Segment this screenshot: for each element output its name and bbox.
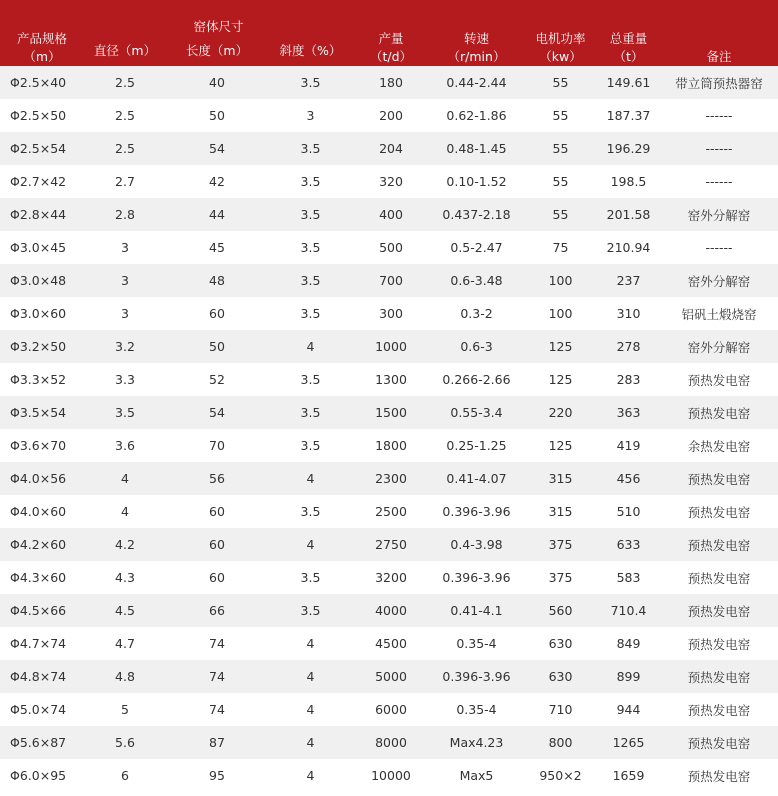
cell-speed: 0.3-2	[429, 297, 524, 330]
cell-remark: 预热发电窑	[660, 528, 778, 561]
header-length: 长度（m）	[166, 36, 268, 66]
table-row	[0, 165, 778, 198]
cell-slope: 3.5	[268, 132, 353, 165]
table-row	[0, 330, 778, 363]
table-row	[0, 297, 778, 330]
cell-capacity: 4000	[353, 594, 429, 627]
cell-weight: 849	[597, 627, 660, 660]
cell-slope: 3.5	[268, 297, 353, 330]
cell-remark: 带立筒预热器窑	[660, 66, 778, 99]
cell-capacity: 320	[353, 165, 429, 198]
cell-spec: Φ4.7×74	[0, 627, 84, 660]
cell-speed: 0.266-2.66	[429, 363, 524, 396]
cell-length: 74	[166, 627, 268, 660]
cell-spec: Φ3.0×48	[0, 264, 84, 297]
cell-spec: Φ4.8×74	[0, 660, 84, 693]
cell-slope: 3.5	[268, 264, 353, 297]
cell-power: 75	[524, 231, 597, 264]
header-power: 电机功率 （kw）	[524, 0, 597, 66]
cell-weight: 363	[597, 396, 660, 429]
cell-slope: 3.5	[268, 594, 353, 627]
cell-diameter: 2.5	[84, 132, 166, 165]
cell-weight: 633	[597, 528, 660, 561]
cell-diameter: 4	[84, 462, 166, 495]
cell-power: 125	[524, 363, 597, 396]
cell-power: 800	[524, 726, 597, 759]
cell-length: 60	[166, 297, 268, 330]
cell-spec: Φ3.6×70	[0, 429, 84, 462]
cell-capacity: 1500	[353, 396, 429, 429]
cell-speed: 0.62-1.86	[429, 99, 524, 132]
cell-capacity: 3200	[353, 561, 429, 594]
cell-length: 74	[166, 693, 268, 726]
table-row	[0, 528, 778, 561]
cell-diameter: 3.6	[84, 429, 166, 462]
cell-weight: 944	[597, 693, 660, 726]
cell-spec: Φ2.7×42	[0, 165, 84, 198]
header-remark: 备注	[660, 0, 778, 66]
cell-diameter: 4.5	[84, 594, 166, 627]
cell-weight: 210.94	[597, 231, 660, 264]
cell-weight: 278	[597, 330, 660, 363]
table-row	[0, 561, 778, 594]
cell-power: 560	[524, 594, 597, 627]
table-row	[0, 660, 778, 693]
cell-spec: Φ3.0×45	[0, 231, 84, 264]
cell-length: 95	[166, 759, 268, 792]
cell-weight: 456	[597, 462, 660, 495]
header-speed: 转速 （r/min）	[429, 0, 524, 66]
cell-weight: 1265	[597, 726, 660, 759]
cell-diameter: 3.2	[84, 330, 166, 363]
cell-speed: Max4.23	[429, 726, 524, 759]
cell-spec: Φ4.0×60	[0, 495, 84, 528]
cell-weight: 419	[597, 429, 660, 462]
cell-remark: ------	[660, 132, 778, 165]
cell-remark: ------	[660, 165, 778, 198]
cell-weight: 196.29	[597, 132, 660, 165]
cell-length: 44	[166, 198, 268, 231]
cell-power: 55	[524, 198, 597, 231]
cell-slope: 3.5	[268, 396, 353, 429]
cell-slope: 4	[268, 759, 353, 792]
cell-speed: 0.4-3.98	[429, 528, 524, 561]
cell-slope: 3	[268, 99, 353, 132]
cell-speed: 0.25-1.25	[429, 429, 524, 462]
cell-remark: 铝矾土煅烧窑	[660, 297, 778, 330]
cell-length: 50	[166, 330, 268, 363]
cell-length: 42	[166, 165, 268, 198]
table-row	[0, 198, 778, 231]
cell-diameter: 2.5	[84, 66, 166, 99]
cell-capacity: 4500	[353, 627, 429, 660]
cell-weight: 583	[597, 561, 660, 594]
cell-speed: 0.396-3.96	[429, 561, 524, 594]
cell-spec: Φ4.5×66	[0, 594, 84, 627]
cell-slope: 4	[268, 330, 353, 363]
cell-power: 220	[524, 396, 597, 429]
cell-remark: 窑外分解窑	[660, 264, 778, 297]
cell-length: 66	[166, 594, 268, 627]
cell-length: 50	[166, 99, 268, 132]
table-row	[0, 396, 778, 429]
header-diameter: 直径（m）	[84, 36, 166, 66]
cell-diameter: 5.6	[84, 726, 166, 759]
cell-capacity: 300	[353, 297, 429, 330]
header-capacity: 产量 （t/d）	[353, 0, 429, 66]
cell-slope: 3.5	[268, 429, 353, 462]
cell-speed: 0.35-4	[429, 693, 524, 726]
cell-capacity: 2500	[353, 495, 429, 528]
table-row	[0, 132, 778, 165]
cell-power: 375	[524, 561, 597, 594]
cell-spec: Φ4.3×60	[0, 561, 84, 594]
cell-weight: 710.4	[597, 594, 660, 627]
cell-spec: Φ2.5×54	[0, 132, 84, 165]
cell-speed: 0.5-2.47	[429, 231, 524, 264]
cell-capacity: 200	[353, 99, 429, 132]
cell-remark: 预热发电窑	[660, 726, 778, 759]
header-weight: 总重量 （t）	[597, 0, 660, 66]
cell-speed: 0.10-1.52	[429, 165, 524, 198]
cell-remark: 预热发电窑	[660, 693, 778, 726]
cell-diameter: 2.8	[84, 198, 166, 231]
cell-slope: 4	[268, 693, 353, 726]
cell-slope: 4	[268, 627, 353, 660]
table-header	[0, 0, 778, 66]
cell-spec: Φ4.2×60	[0, 528, 84, 561]
cell-diameter: 4.8	[84, 660, 166, 693]
cell-weight: 187.37	[597, 99, 660, 132]
cell-weight: 201.58	[597, 198, 660, 231]
cell-diameter: 2.5	[84, 99, 166, 132]
cell-speed: 0.41-4.1	[429, 594, 524, 627]
cell-slope: 3.5	[268, 165, 353, 198]
cell-remark: 预热发电窑	[660, 660, 778, 693]
cell-capacity: 2750	[353, 528, 429, 561]
cell-length: 60	[166, 495, 268, 528]
cell-length: 40	[166, 66, 268, 99]
cell-diameter: 3	[84, 297, 166, 330]
cell-power: 55	[524, 132, 597, 165]
cell-weight: 899	[597, 660, 660, 693]
cell-capacity: 2300	[353, 462, 429, 495]
cell-speed: 0.44-2.44	[429, 66, 524, 99]
cell-slope: 4	[268, 462, 353, 495]
cell-weight: 237	[597, 264, 660, 297]
cell-power: 125	[524, 330, 597, 363]
table-row	[0, 495, 778, 528]
cell-weight: 198.5	[597, 165, 660, 198]
cell-capacity: 500	[353, 231, 429, 264]
cell-spec: Φ2.8×44	[0, 198, 84, 231]
cell-speed: 0.396-3.96	[429, 660, 524, 693]
cell-length: 54	[166, 132, 268, 165]
cell-weight: 283	[597, 363, 660, 396]
cell-remark: 预热发电窑	[660, 396, 778, 429]
cell-capacity: 5000	[353, 660, 429, 693]
cell-remark: 预热发电窑	[660, 495, 778, 528]
cell-remark: 预热发电窑	[660, 594, 778, 627]
table-row	[0, 429, 778, 462]
cell-capacity: 6000	[353, 693, 429, 726]
cell-spec: Φ5.0×74	[0, 693, 84, 726]
cell-remark: 预热发电窑	[660, 462, 778, 495]
cell-diameter: 4.3	[84, 561, 166, 594]
cell-slope: 3.5	[268, 363, 353, 396]
cell-spec: Φ3.5×54	[0, 396, 84, 429]
cell-speed: 0.55-3.4	[429, 396, 524, 429]
cell-diameter: 4.7	[84, 627, 166, 660]
cell-power: 950×2	[524, 759, 597, 792]
cell-diameter: 5	[84, 693, 166, 726]
cell-length: 87	[166, 726, 268, 759]
cell-length: 74	[166, 660, 268, 693]
cell-spec: Φ3.2×50	[0, 330, 84, 363]
cell-slope: 4	[268, 528, 353, 561]
cell-spec: Φ3.0×60	[0, 297, 84, 330]
header-spec: 产品规格 （m）	[0, 0, 84, 66]
cell-speed: 0.41-4.07	[429, 462, 524, 495]
cell-power: 630	[524, 660, 597, 693]
table-row	[0, 759, 778, 792]
cell-remark: 预热发电窑	[660, 363, 778, 396]
cell-slope: 3.5	[268, 231, 353, 264]
cell-remark: 窑外分解窑	[660, 330, 778, 363]
cell-speed: 0.396-3.96	[429, 495, 524, 528]
cell-diameter: 3	[84, 264, 166, 297]
cell-capacity: 1000	[353, 330, 429, 363]
table-row	[0, 264, 778, 297]
cell-length: 45	[166, 231, 268, 264]
cell-speed: 0.48-1.45	[429, 132, 524, 165]
cell-length: 70	[166, 429, 268, 462]
cell-diameter: 3.5	[84, 396, 166, 429]
cell-capacity: 700	[353, 264, 429, 297]
table-row	[0, 66, 778, 99]
cell-power: 100	[524, 264, 597, 297]
cell-spec: Φ2.5×50	[0, 99, 84, 132]
cell-slope: 4	[268, 660, 353, 693]
cell-slope: 4	[268, 726, 353, 759]
table-row	[0, 627, 778, 660]
cell-remark: 余热发电窑	[660, 429, 778, 462]
cell-speed: 0.35-4	[429, 627, 524, 660]
cell-remark: ------	[660, 99, 778, 132]
cell-capacity: 1300	[353, 363, 429, 396]
cell-power: 125	[524, 429, 597, 462]
table-row	[0, 462, 778, 495]
cell-length: 48	[166, 264, 268, 297]
cell-slope: 3.5	[268, 495, 353, 528]
cell-power: 55	[524, 99, 597, 132]
cell-length: 60	[166, 561, 268, 594]
table-row	[0, 726, 778, 759]
cell-speed: 0.6-3	[429, 330, 524, 363]
cell-capacity: 204	[353, 132, 429, 165]
cell-diameter: 4	[84, 495, 166, 528]
cell-remark: 预热发电窑	[660, 627, 778, 660]
cell-length: 60	[166, 528, 268, 561]
table-row	[0, 231, 778, 264]
cell-speed: 0.437-2.18	[429, 198, 524, 231]
cell-power: 315	[524, 462, 597, 495]
cell-capacity: 1800	[353, 429, 429, 462]
cell-power: 710	[524, 693, 597, 726]
header-slope: 斜度（%）	[268, 36, 353, 66]
cell-capacity: 400	[353, 198, 429, 231]
cell-power: 315	[524, 495, 597, 528]
header-kiln-size: 窑体尺寸	[84, 0, 353, 36]
cell-remark: 预热发电窑	[660, 759, 778, 792]
cell-speed: Max5	[429, 759, 524, 792]
cell-spec: Φ2.5×40	[0, 66, 84, 99]
cell-remark: ------	[660, 231, 778, 264]
cell-weight: 1659	[597, 759, 660, 792]
cell-diameter: 3	[84, 231, 166, 264]
cell-slope: 3.5	[268, 66, 353, 99]
cell-spec: Φ3.3×52	[0, 363, 84, 396]
cell-power: 55	[524, 66, 597, 99]
cell-power: 100	[524, 297, 597, 330]
cell-diameter: 2.7	[84, 165, 166, 198]
table-row	[0, 693, 778, 726]
cell-speed: 0.6-3.48	[429, 264, 524, 297]
cell-remark: 窑外分解窑	[660, 198, 778, 231]
cell-diameter: 3.3	[84, 363, 166, 396]
cell-power: 55	[524, 165, 597, 198]
cell-weight: 510	[597, 495, 660, 528]
cell-diameter: 4.2	[84, 528, 166, 561]
table-body	[0, 66, 778, 792]
cell-weight: 149.61	[597, 66, 660, 99]
cell-diameter: 6	[84, 759, 166, 792]
cell-length: 54	[166, 396, 268, 429]
cell-weight: 310	[597, 297, 660, 330]
cell-capacity: 8000	[353, 726, 429, 759]
cell-capacity: 10000	[353, 759, 429, 792]
cell-remark: 预热发电窑	[660, 561, 778, 594]
cell-length: 52	[166, 363, 268, 396]
cell-spec: Φ5.6×87	[0, 726, 84, 759]
table-row	[0, 99, 778, 132]
table-row	[0, 594, 778, 627]
cell-spec: Φ4.0×56	[0, 462, 84, 495]
table-row	[0, 363, 778, 396]
cell-capacity: 180	[353, 66, 429, 99]
cell-power: 375	[524, 528, 597, 561]
cell-slope: 3.5	[268, 561, 353, 594]
cell-slope: 3.5	[268, 198, 353, 231]
cell-power: 630	[524, 627, 597, 660]
cell-length: 56	[166, 462, 268, 495]
cell-spec: Φ6.0×95	[0, 759, 84, 792]
